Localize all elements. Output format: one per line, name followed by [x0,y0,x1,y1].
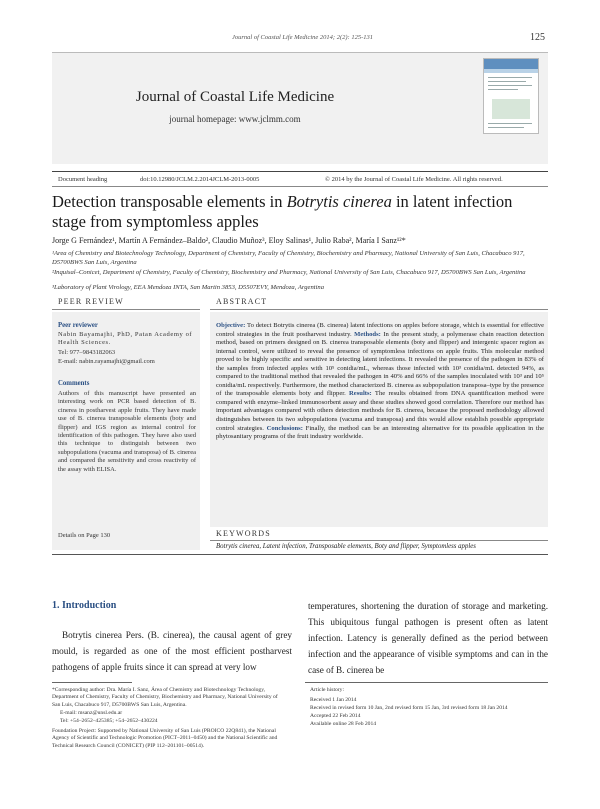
affiliation: ²Inquisal–Conicet, Department of Chemistry, Faculty of Chemistry, Biochemistry and Pharmacy, National University of San Luis, Chacabuco 917, D5700BWS San Luis, Argentina [52,269,526,276]
author-email[interactable]: E-mail: msanz@unsl.edu.ar [60,710,123,716]
reviewer-email[interactable]: E-mail: nabin.rayamajhi@gmail.com [58,358,155,365]
meta-divider-bottom [52,186,548,187]
peer-review-rule [52,309,200,310]
conclusions-label: Conclusions: [266,424,303,432]
journal-homepage[interactable]: journal homepage: www.jclmm.com [169,114,301,124]
running-head: Journal of Coastal Life Medicine 2014; 2(2): 125-131 [232,34,373,41]
author-tel: Tel: +54–2652–425385; +54–2652–430224 [60,718,158,724]
page-number: 125 [530,32,545,43]
journal-header [52,52,548,164]
article-title: Detection transposable elements in Botrytis cinerea in latent infection stage from symptomless apples [52,192,513,231]
article-history-heading: Article history: [310,687,345,693]
meta-divider [52,171,548,172]
comments-text: Authors of this manuscript have presented an interesting work on PCR based detection of B. cinerea in postharvest apple fruits. They have made use of B. cinerea transposable elements (boty and flipper) and IGS region as internal control for identification of this pathogen. They have also used this technique to distinguish between two subpopulations (vacuma and transposa) of B. cinerea and compared the sensitivity and cross reactivity of the assay with ELISA. [58,390,196,473]
conclusions-text: Finally, the method can be an interesting alternative for its possible application in the phytosanitary programs of the fruit industry worldwide. [216,424,544,441]
history-revised: Received in revised form 10 Jan, 2nd revised form 15 Jan, 3rd revised form 18 Jan 2014 [310,705,508,711]
keywords-label: KEYWORDS [216,529,271,538]
peer-review-label: PEER REVIEW [58,297,124,306]
intro-left-column: Botrytis cinerea Pers. (B. cinerea), the causal agent of grey mould, is regarded as one of the most efficient postharvest pathogens of apple fruits since it can spread at very low [52,630,292,672]
keywords-text: Botrytis cinerea, Latent infection, Transposable elements, Boty and flipper, Symptomless apples [216,543,476,550]
reviewer-name: Nabin Bayamajhi, PhD, Patan Academy of Health Sciences. [58,331,193,347]
keywords-rule [210,540,548,541]
details-link[interactable]: Details on Page 130 [58,532,111,539]
peer-reviewer-heading: Peer reviewer [58,322,98,329]
results-text: The results obtained from DNA quantification method were compared with enzyme–linked immunosorbent assay and these studies showed good correlation. Therefore our method has important advantages compared with others detection methods for B. cinerea, because the proposed methodology allowed distinguishes between its two subpopulations (vacuma and transposa) and this would allow establish possible appropriate control strategies. [216,390,545,432]
document-heading: Document heading [58,176,108,183]
results-label: Results: [349,390,372,398]
objective-text: To detect Botrytis cinerea (B. cinerea) latent infections on apples before storage, which is essential for effective control strategies in the fruit postharvest industry. [216,322,544,338]
header-divider [52,52,548,53]
reviewer-tel: Tel: 977–9843182063 [58,349,116,356]
methods-text: In the present study, a polymerase chain reaction detection method, based on primers designed on B. cinerea transposable elements (boty and flipper) and intergenic spacer region as internal control, were utilized to reveal the presence of symptomless infections on apple fruits. This molecular method proved to be highly specific and sensitive in detecting latent infections. It revealed the presence of the pathogen in 83% of the samples from infected apples with 10⁵ conidia/mL, whereas those infected with 10³ conidia/mL detected 94%, as compared to the traditional method that revealed the pathogen in 40% and 66% of the samples inoculated with 10³ and 10⁵ conidia/mL respectively. Furthermore, the method characterized B. cinerea as subpopulation transposa–type by the presence of the transposable elements boty and flipper. [216,330,544,398]
methods-label: Methods: [354,330,381,338]
doi[interactable]: doi:10.12980/JCLM.2.2014JCLM-2013-0005 [140,176,260,183]
affiliation: ³Laboratory of Plant Virology, EEA Mendoza INTA, San Martin 3853, D5507EVY, Mendoza, Argentina [52,284,325,291]
comments-heading: Comments [58,380,90,387]
foundation-project: Foundation Project: Supported by National University of San Luis (PROICO 22Q841), the National Agency of Scientific and Technologic Promotion (PICT–2011–0450) and the National Scientific and Technical Research Council (CONICET) (PIP 112–201101–00514). [52,728,278,749]
front-matter-divider [52,554,548,555]
history-received: Received 1 Jan 2014 [310,697,357,703]
authors: Jorge G Fernández¹, Martín A Fernández–Baldo², Claudio Muñoz³, Eloy Salinas¹, Julio Raba², María I Sanz¹²* [52,236,406,245]
journal-title: Journal of Coastal Life Medicine [135,89,335,105]
footnote-rule [52,682,132,683]
corresponding-author: *Corresponding author: Dra. María I. Sanz, Área of Chemistry and Biotechnology Technology, Department of Chemistry, Faculty of Chemistry, Biochemistry and Pharmacy, National University of San Luis, Chacabuco 917, D5700BWS San Luis, Argentina. [52,687,278,708]
journal-cover-image [483,58,539,134]
objective-label: Objective: [216,322,246,329]
affiliation: ¹Area of Chemistry and Biotechnology Technology, Department of Chemistry, Faculty of Chemistry, Biochemistry and Pharmacy, National University of San Luis, Chacabuco 917, D5700BWS San Luis, Argentina [52,250,525,266]
intro-right-column: temperatures, shortening the duration of storage and marketing. This ubiquitous fungal pathogen is present often as latent infection. Latency is generally defined as the period between infection and the appearance of visible symptoms and can in the case of B. cinerea be [308,601,548,675]
abstract-label: ABSTRACT [216,297,268,306]
history-rule [305,682,548,683]
abstract-rule [210,309,548,310]
history-online: Available online 28 Feb 2014 [310,721,377,727]
introduction-heading: 1. Introduction [52,600,117,611]
copyright: © 2014 by the Journal of Coastal Life Medicine. All rights reserved. [325,176,503,183]
abstract-text [216,322,544,442]
history-accepted: Accepted 22 Feb 2014 [310,713,361,719]
